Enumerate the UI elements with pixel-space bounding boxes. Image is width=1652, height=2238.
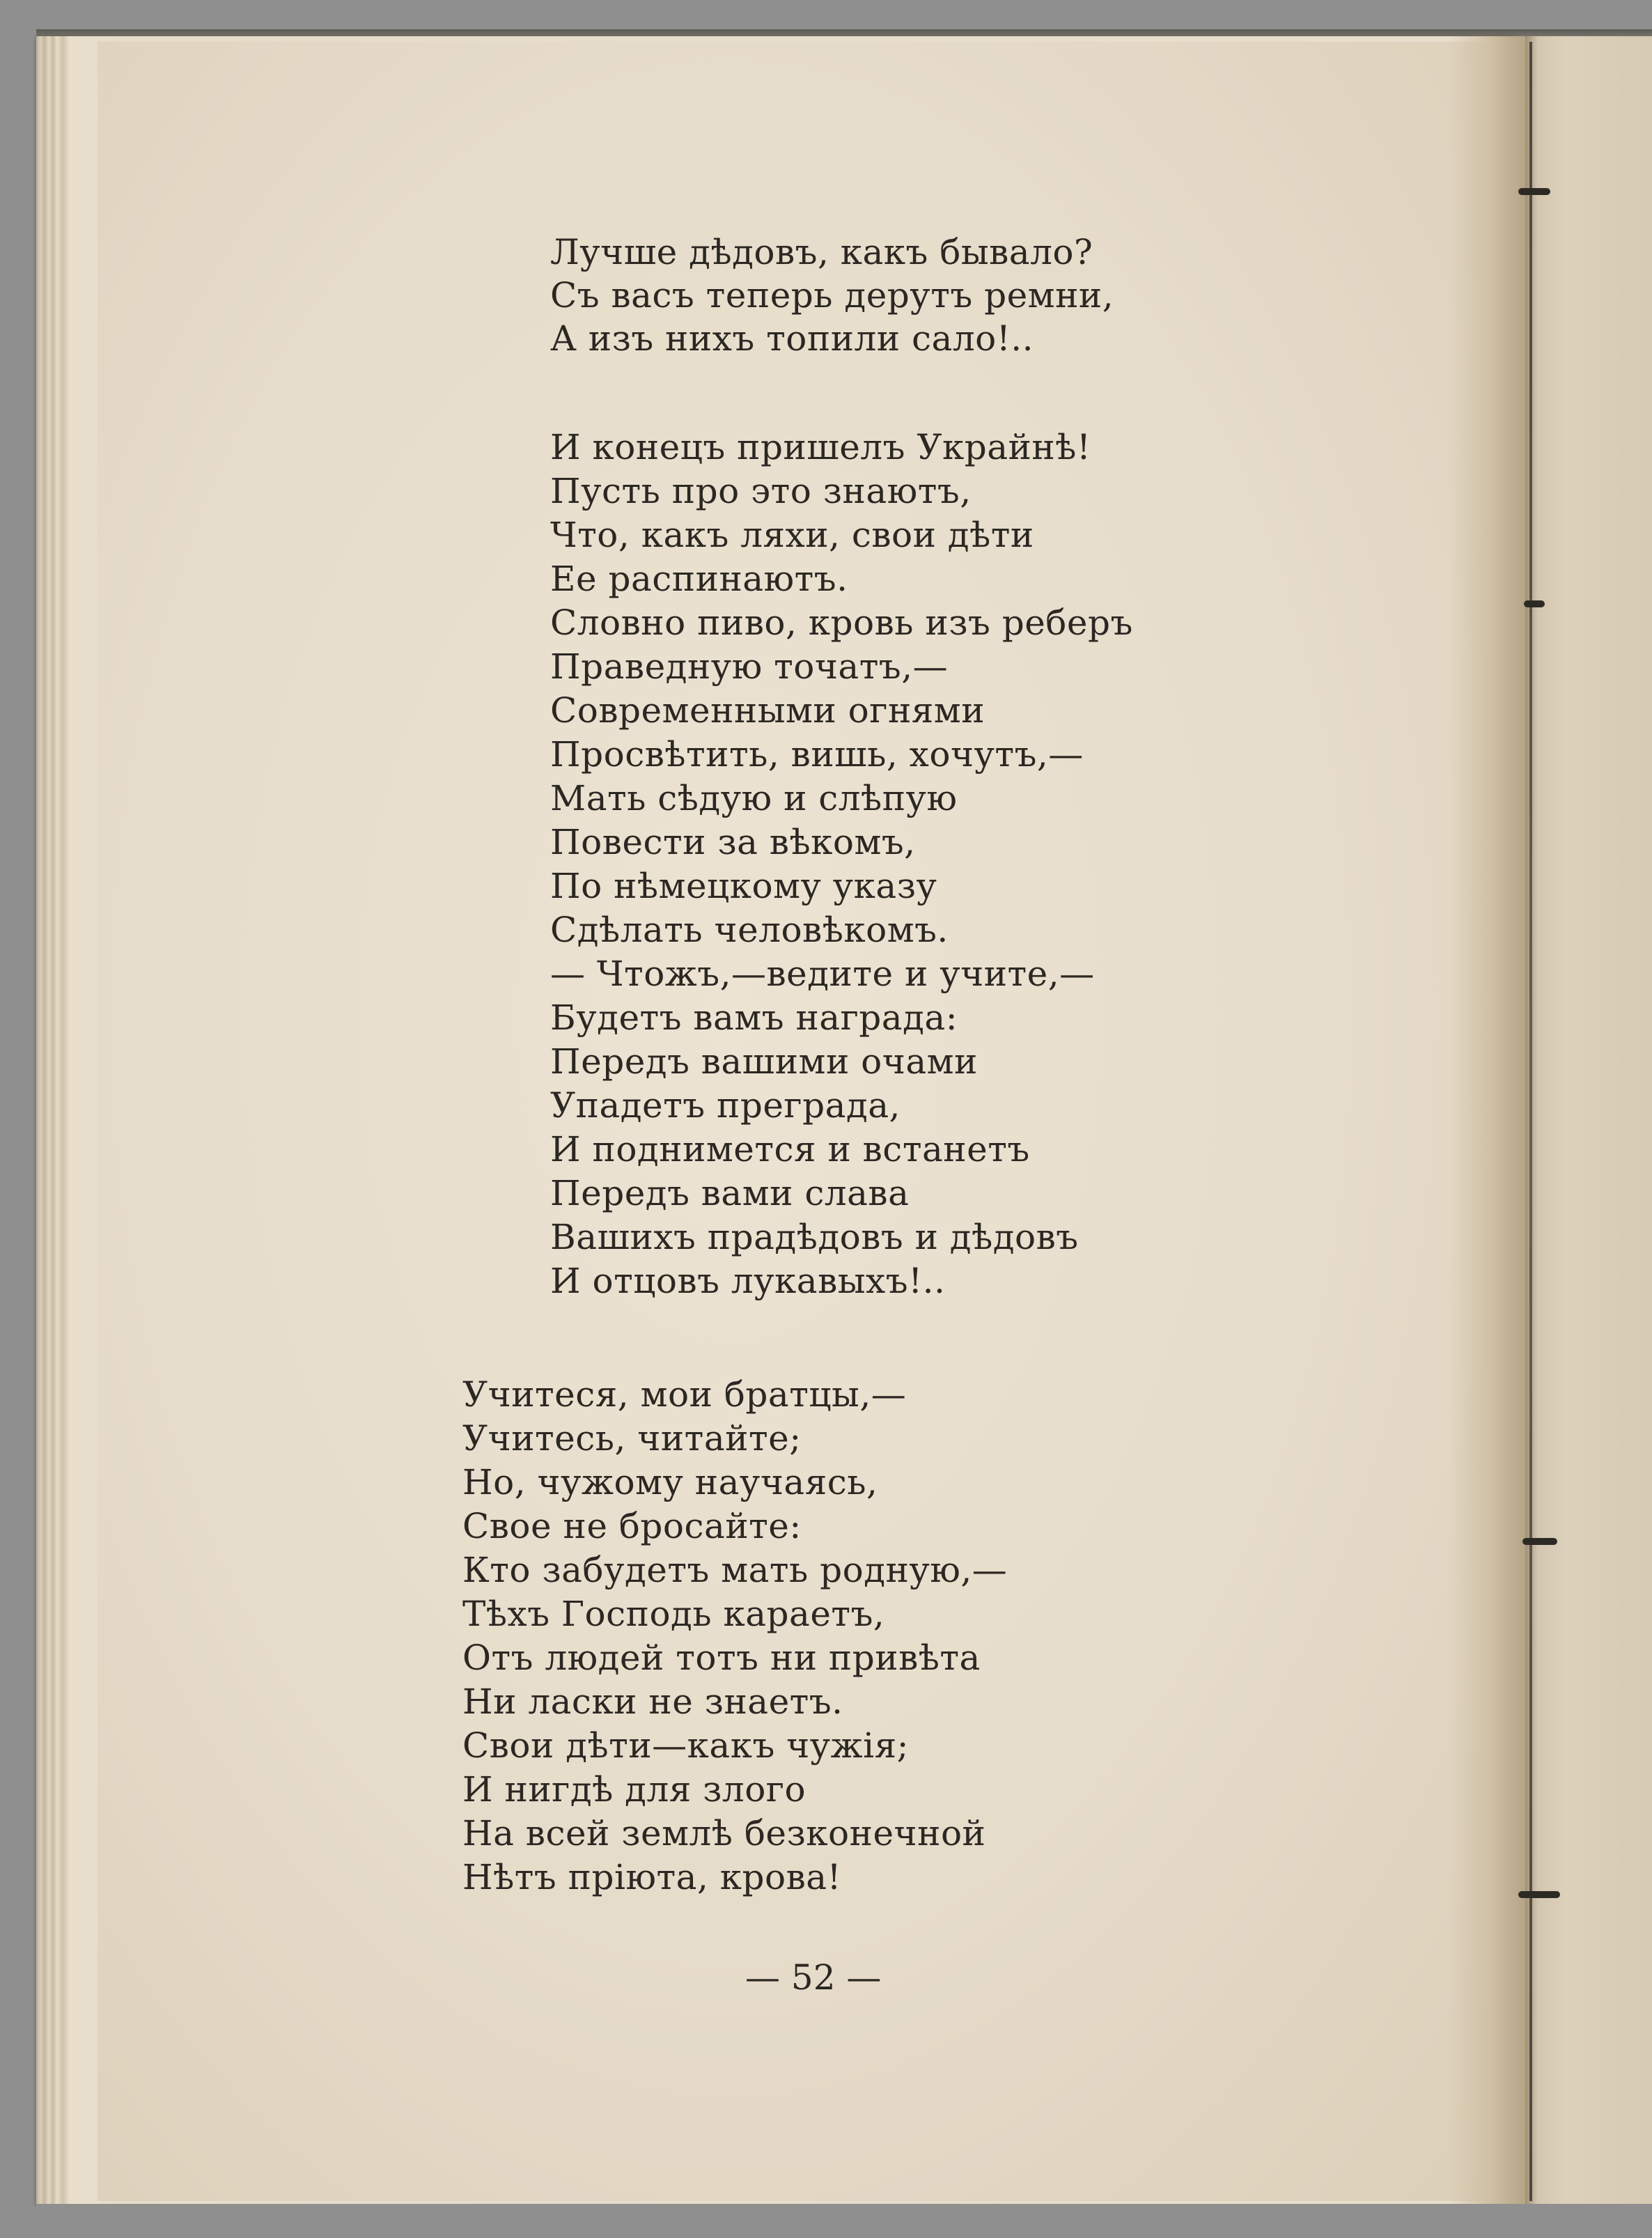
binding-stitch (1518, 1891, 1560, 1898)
verse-line: Кто забудетъ мать родную,— (462, 1550, 1008, 1590)
verse-line: Пусть про это знаютъ, (550, 471, 972, 511)
verse-line: Будетъ вамъ награда: (550, 997, 958, 1038)
verse-line: По нѣмецкому указу (550, 866, 937, 906)
verse-line: Праведную точатъ,— (550, 646, 949, 687)
spine-line (1529, 42, 1532, 2201)
verse-line: Передъ вами слава (550, 1173, 910, 1213)
verse-line: Сдѣлать человѣкомъ. (550, 910, 949, 950)
verse-line: Повести за вѣкомъ, (550, 822, 916, 862)
verse-line: Отъ людей тотъ ни привѣта (462, 1638, 981, 1678)
verse-line: Просвѣтить, вишь, хочутъ,— (550, 734, 1084, 775)
verse-line: Передъ вашими очами (550, 1041, 978, 1082)
binding-stitch (1518, 188, 1550, 195)
verse-line: Современными огнями (550, 690, 985, 731)
facing-page-edge (1525, 36, 1652, 2204)
verse-line: Мать сѣдую и слѣпую (550, 778, 958, 818)
verse-line: Нѣтъ пріюта, крова! (462, 1857, 842, 1897)
verse-line: Учитесь, читайте; (462, 1418, 802, 1459)
verse-line: А изъ нихъ топили сало!.. (550, 318, 1034, 359)
verse-line: Ее распинаютъ. (550, 559, 848, 599)
verse-line: Упадетъ преграда, (550, 1085, 901, 1126)
gutter-shadow (1449, 36, 1525, 2204)
verse-line: Что, какъ ляхи, свои дѣти (550, 515, 1034, 555)
verse-line: И отцовъ лукавыхъ!.. (550, 1261, 946, 1301)
page-number: — 52 — (745, 1957, 882, 1998)
verse-line: Свое не бросайте: (462, 1506, 802, 1546)
verse-line: Вашихъ прадѣдовъ и дѣдовъ (550, 1217, 1079, 1257)
verse-line: На всей землѣ безконечной (462, 1813, 986, 1854)
scan-bottom-margin (36, 2204, 1652, 2238)
verse-line: Ни ласки не знаетъ. (462, 1681, 843, 1722)
verse-line: Съ васъ теперь дерутъ ремни, (550, 275, 1114, 316)
verse-line: И нигдѣ для злого (462, 1769, 806, 1810)
verse-line: Лучше дѣдовъ, какъ бывало? (550, 232, 1093, 272)
verse-line: — Чтожъ,—ведите и учите,— (550, 954, 1095, 994)
binding-stitch (1524, 600, 1545, 607)
verse-line: Словно пиво, кровь изъ реберъ (550, 603, 1133, 643)
verse-line: Учитеся, мои братцы,— (462, 1374, 907, 1415)
verse-line: Но, чужому научаясь, (462, 1462, 878, 1502)
verse-line: Тѣхъ Господь караетъ, (462, 1594, 885, 1634)
verse-line: И конецъ пришелъ Украйнѣ! (550, 427, 1091, 467)
verse-line: И поднимется и встанетъ (550, 1129, 1030, 1169)
binding-stitch (1522, 1538, 1557, 1545)
verse-line: Свои дѣти—какъ чужія; (462, 1725, 910, 1766)
